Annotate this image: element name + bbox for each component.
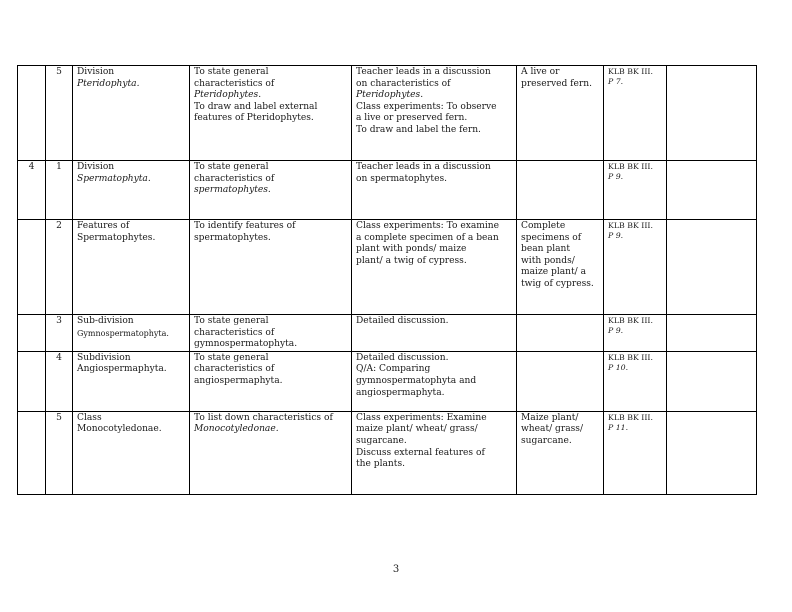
resources-cell — [517, 220, 604, 315]
references-cell — [604, 66, 667, 161]
scheme-of-work-table — [17, 65, 757, 495]
activities-line: Class experiments: Examine — [356, 412, 487, 423]
activities-cell — [352, 161, 517, 220]
resources-line: wheat/ grass/ — [521, 424, 584, 435]
objectives-line: gymnospermatophyta. — [194, 339, 298, 350]
activities-line: the plants. — [356, 459, 406, 470]
references-line: P 9. — [608, 325, 624, 335]
activities-line: Class experiments: To observe — [356, 101, 497, 112]
resources-line: Maize plant/ — [521, 412, 579, 423]
resources-line: maize plant/ a — [521, 267, 587, 278]
activities-line: plant/ a twig of cypress. — [356, 255, 467, 266]
remarks-cell — [667, 411, 757, 494]
objectives-line: characteristics of — [194, 173, 275, 184]
activities-line: on spermatophytes. — [356, 173, 448, 184]
references-line: P 9. — [608, 230, 624, 240]
activities-cell — [352, 411, 517, 494]
topic-line: Monocotyledonae. — [77, 424, 162, 435]
objectives-line: To state general — [194, 352, 269, 363]
resources-line: twig of cypress. — [521, 278, 594, 289]
activities-line: on characteristics of — [356, 78, 451, 89]
table-row — [18, 411, 757, 494]
objectives-line: To draw and label external — [194, 101, 318, 112]
activities-line: Detailed discussion. — [356, 352, 449, 363]
references-cell — [604, 220, 667, 315]
references-line: P 10. — [608, 362, 629, 372]
activities-line: a complete specimen of a bean — [356, 232, 499, 243]
objectives-cell — [190, 315, 352, 352]
topic-line: Pteridophyta. — [77, 78, 140, 89]
activities-line: gymnospermatophyta and — [356, 375, 477, 386]
activities-line: Pteridophytes. — [356, 90, 424, 101]
activities-cell — [352, 220, 517, 315]
resources-line: A live or — [521, 67, 560, 77]
activities-line: plant with ponds/ maize — [356, 244, 467, 255]
references-cell — [604, 161, 667, 220]
resources-line: sugarcane. — [521, 435, 572, 446]
remarks-cell — [667, 161, 757, 220]
objectives-line: characteristics of — [194, 78, 275, 89]
objectives-line: spermatophytes. — [194, 232, 271, 243]
activities-line: Detailed discussion. — [356, 316, 449, 326]
page-number: 3 — [392, 564, 400, 575]
objectives-line: spermatophytes. — [194, 185, 271, 196]
objectives-cell — [190, 161, 352, 220]
objectives-line: angiospermaphyta. — [194, 375, 283, 386]
objectives-line: To state general — [194, 67, 269, 77]
objectives-line: To state general — [194, 316, 269, 326]
resources-cell — [517, 315, 604, 352]
activities-line: a live or preserved fern. — [356, 113, 468, 124]
activities-line: Teacher leads in a discussion — [356, 162, 491, 172]
week-cell — [18, 66, 46, 161]
activities-line: To draw and label the fern. — [356, 124, 481, 135]
topic-line: Division — [77, 67, 115, 77]
week-cell — [18, 411, 46, 494]
objectives-cell — [190, 411, 352, 494]
activities-line: Class experiments: To examine — [356, 221, 500, 231]
references-line: KLB BK III. — [608, 352, 653, 362]
objectives-line: To state general — [194, 162, 269, 172]
topic-line: Sub-division — [77, 316, 134, 326]
lesson-cell: 4 — [46, 351, 73, 411]
topic-line: Division — [77, 162, 115, 172]
table-row — [18, 315, 757, 352]
remarks-cell — [667, 220, 757, 315]
objectives-cell — [190, 66, 352, 161]
resources-cell — [517, 411, 604, 494]
activities-cell — [352, 351, 517, 411]
remarks-cell — [667, 315, 757, 352]
activities-line: angiospermaphyta. — [356, 387, 445, 398]
objectives-line: features of Pteridophytes. — [194, 113, 314, 124]
lesson-cell: 2 — [46, 220, 73, 315]
activities-line: sugarcane. — [356, 435, 407, 446]
references-line: KLB BK III. — [608, 162, 653, 171]
table-row — [18, 161, 757, 220]
topic-cell — [73, 411, 190, 494]
activities-line: Teacher leads in a discussion — [356, 67, 491, 77]
remarks-cell — [667, 351, 757, 411]
objectives-line: characteristics of — [194, 364, 275, 375]
resources-line: with ponds/ — [521, 255, 575, 266]
activities-line: Discuss external features of — [356, 447, 485, 458]
lesson-cell: 5 — [46, 411, 73, 494]
table-row — [18, 351, 757, 411]
references-cell — [604, 351, 667, 411]
activities-cell — [352, 66, 517, 161]
objectives-line: To list down characteristics of — [194, 412, 333, 423]
references-line: KLB BK III. — [608, 67, 653, 76]
objectives-line: Pteridophytes. — [194, 90, 262, 101]
topic-cell — [73, 351, 190, 411]
week-cell — [18, 315, 46, 352]
references-cell — [604, 411, 667, 494]
references-cell — [604, 315, 667, 352]
lesson-cell: 5 — [46, 66, 73, 161]
topic-cell — [73, 220, 190, 315]
objectives-line: characteristics of — [194, 327, 275, 338]
topic-line: Features of — [77, 221, 130, 231]
resources-line: bean plant — [521, 244, 571, 255]
objectives-line: Monocotyledonae. — [194, 424, 279, 435]
lesson-cell: 1 — [46, 161, 73, 220]
references-line: KLB BK III. — [608, 221, 653, 230]
topic-line: Subdivision — [77, 352, 131, 363]
objectives-cell — [190, 220, 352, 315]
objectives-line: To identify features of — [194, 221, 296, 231]
activities-line: maize plant/ wheat/ grass/ — [356, 424, 478, 435]
lesson-cell: 3 — [46, 315, 73, 352]
resources-line: Complete — [521, 221, 566, 231]
remarks-cell — [667, 66, 757, 161]
week-cell — [18, 351, 46, 411]
topic-cell — [73, 66, 190, 161]
topic-line: Spermatophyta. — [77, 173, 151, 184]
topic-line: Class — [77, 412, 102, 423]
topic-line: Gymnospermatophyta. — [77, 328, 169, 338]
topic-cell — [73, 161, 190, 220]
references-line: KLB BK III. — [608, 412, 653, 422]
table-row — [18, 220, 757, 315]
resources-cell — [517, 161, 604, 220]
topic-line: Spermatophytes. — [77, 232, 156, 243]
week-cell: 4 — [18, 161, 46, 220]
resources-line: preserved fern. — [521, 78, 593, 89]
objectives-cell — [190, 351, 352, 411]
resources-cell — [517, 351, 604, 411]
topic-line: Angiospermaphyta. — [77, 364, 167, 375]
activities-cell — [352, 315, 517, 352]
resources-line: specimens of — [521, 232, 582, 243]
table-row — [18, 66, 757, 161]
references-line: KLB BK III. — [608, 316, 653, 325]
topic-cell — [73, 315, 190, 352]
resources-cell — [517, 66, 604, 161]
week-cell — [18, 220, 46, 315]
activities-line: Q/A: Comparing — [356, 364, 431, 375]
references-line: P 9. — [608, 171, 624, 181]
references-line: P 11. — [608, 422, 629, 432]
references-line: P 7. — [608, 76, 624, 86]
